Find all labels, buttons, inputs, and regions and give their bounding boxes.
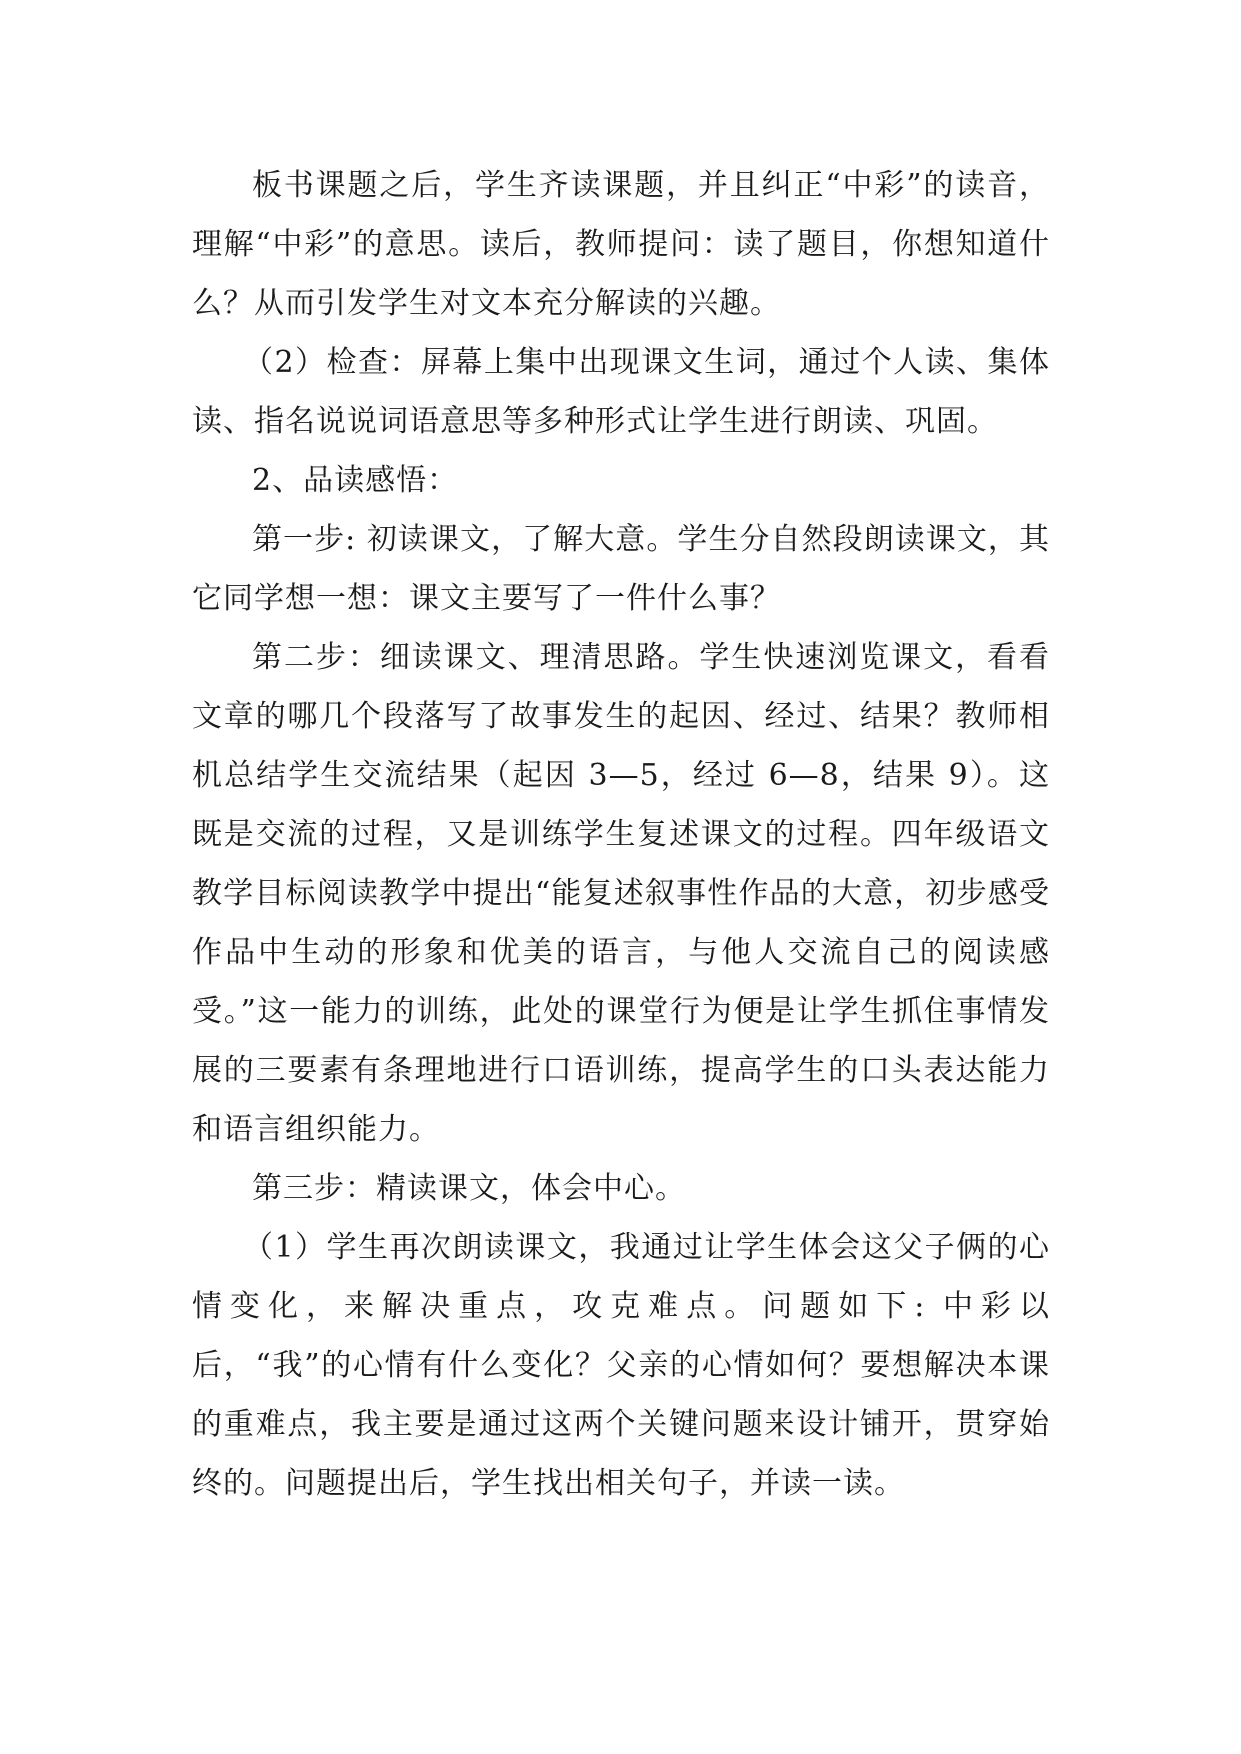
paragraph-section-heading: 2、品读感悟： [252, 463, 459, 498]
paragraph-title-reading: 板书课题之后，学生齐读课题，并且纠正“中彩”的读音，理解“中彩”的意思。读后，教师提问：读了题目，你想知道什么？从而引发学生对文本充分解读的兴趣。 [192, 168, 1050, 321]
paragraph-check: （2）检查：屏幕上集中出现课文生词，通过个人读、集体读、指名说说词语意思等多种形式让学生进行朗读、巩固。 [192, 345, 1050, 439]
paragraph-step-two: 第二步：细读课文、理清思路。学生快速浏览课文，看看文章的哪几个段落写了故事发生的起因、经过、结果？教师相机总结学生交流结果（起因 3—5，经过 6—8，结果 9）。这既是交流的过程，又是训练学生复述课文的过程。四年级语文教学目标阅读教学中提出“能复述叙事性作品的大意，初步感受作品中生动的形象和优美的语言，与他人交流自己的阅读感受。”这一能力的训练，此处的课堂行为便是让学生抓住事情发展的三要素有条理地进行口语训练，提高学生的口头表达能力和语言组织能力。 [192, 640, 1050, 1147]
paragraph-step-three: 第三步：精读课文，体会中心。 [252, 1171, 686, 1206]
paragraph-step-one: 第一步: 初读课文，了解大意。学生分自然段朗读课文，其它同学想一想：课文主要写了一件什么事？ [192, 522, 1050, 616]
document-body [192, 156, 1050, 1513]
paragraph-reread: （1）学生再次朗读课文，我通过让学生体会这父子俩的心情变化，来解决重点，攻克难点。问题如下: 中彩以后，“我”的心情有什么变化？父亲的心情如何？要想解决本课的重难点，我主要是通过这两个关键问题来设计铺开，贯穿始终的。问题提出后，学生找出相关句子，并读一读。 [192, 1230, 1050, 1501]
